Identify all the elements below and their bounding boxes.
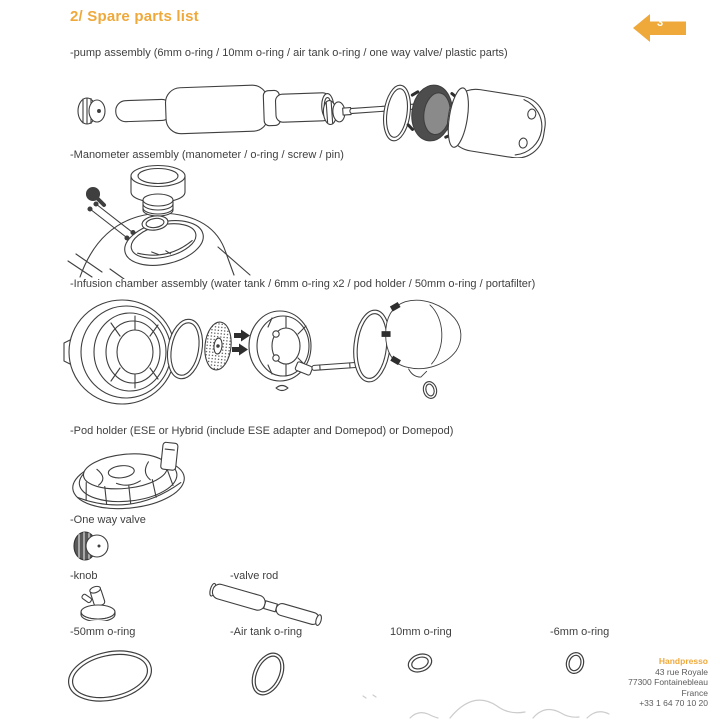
oring-10mm-label: 10mm o-ring — [390, 626, 452, 638]
oring-part — [380, 83, 414, 142]
oring-air-tank-label: -Air tank o-ring — [230, 626, 303, 638]
oring-50mm-label: -50mm o-ring — [70, 626, 136, 638]
pod-holder-illustration — [64, 438, 199, 516]
faint-sketch-illustration — [355, 690, 645, 720]
small-oring-part — [422, 380, 439, 400]
water-tank-part — [382, 300, 461, 377]
footer-contact-block — [628, 656, 708, 709]
knob-label: -knob — [70, 570, 98, 582]
one-way-valve-part — [78, 98, 105, 124]
one-way-valve-label: -One way valve — [70, 514, 146, 526]
one-way-valve-illustration — [72, 529, 114, 563]
footer-phone: +33 1 64 70 10 20 — [639, 698, 708, 708]
pod-holder-label: -Pod holder (ESE or Hybrid (include ESE adapter and Domepod) or Domepod) — [70, 425, 454, 437]
oring-6mm-illustration — [560, 650, 590, 678]
infusion-chamber-label: -Infusion chamber assembly (water tank / 6mm o-ring x2 / pod holder / 50mm o-ring / portafilter) — [70, 278, 536, 290]
manometer-part — [131, 166, 185, 217]
manometer-assembly-illustration — [66, 161, 296, 279]
oring-50mm-illustration — [64, 648, 156, 704]
pin-rod-part — [312, 362, 358, 370]
valve-rod-illustration — [206, 577, 334, 627]
oring-10mm-illustration — [402, 650, 438, 676]
assembly-arrows-icon — [232, 330, 250, 356]
footer-address-line2: 77300 Fontainebleau — [628, 677, 708, 687]
filter-disc-part — [203, 321, 234, 371]
oring-air-tank-illustration — [244, 648, 292, 700]
infusion-chamber-illustration — [62, 294, 492, 416]
knob-illustration — [76, 585, 122, 621]
page-number[interactable]: 3 — [656, 17, 664, 29]
pump-cylinder-part — [115, 82, 334, 136]
footer-address-line1: 43 rue Royale — [655, 666, 708, 677]
air-tank-part — [444, 85, 550, 158]
portafilter-part — [64, 300, 175, 404]
valve-rod-label: -valve rod — [230, 570, 279, 582]
footer-country: France — [681, 687, 708, 698]
pod-holder-part — [249, 311, 313, 391]
footer-company: Handpresso — [658, 656, 708, 666]
oring-6mm-label: -6mm o-ring — [550, 626, 610, 638]
pump-assembly-illustration — [70, 82, 550, 158]
pump-assembly-label: -pump assembly (6mm o-ring / 10mm o-ring / air tank o-ring / one way valve/ plastic parts) — [70, 47, 508, 59]
manometer-assembly-label: -Manometer assembly (manometer / o-ring / screw / pin) — [70, 149, 344, 161]
page-title: 2/ Spare parts list — [70, 8, 199, 25]
